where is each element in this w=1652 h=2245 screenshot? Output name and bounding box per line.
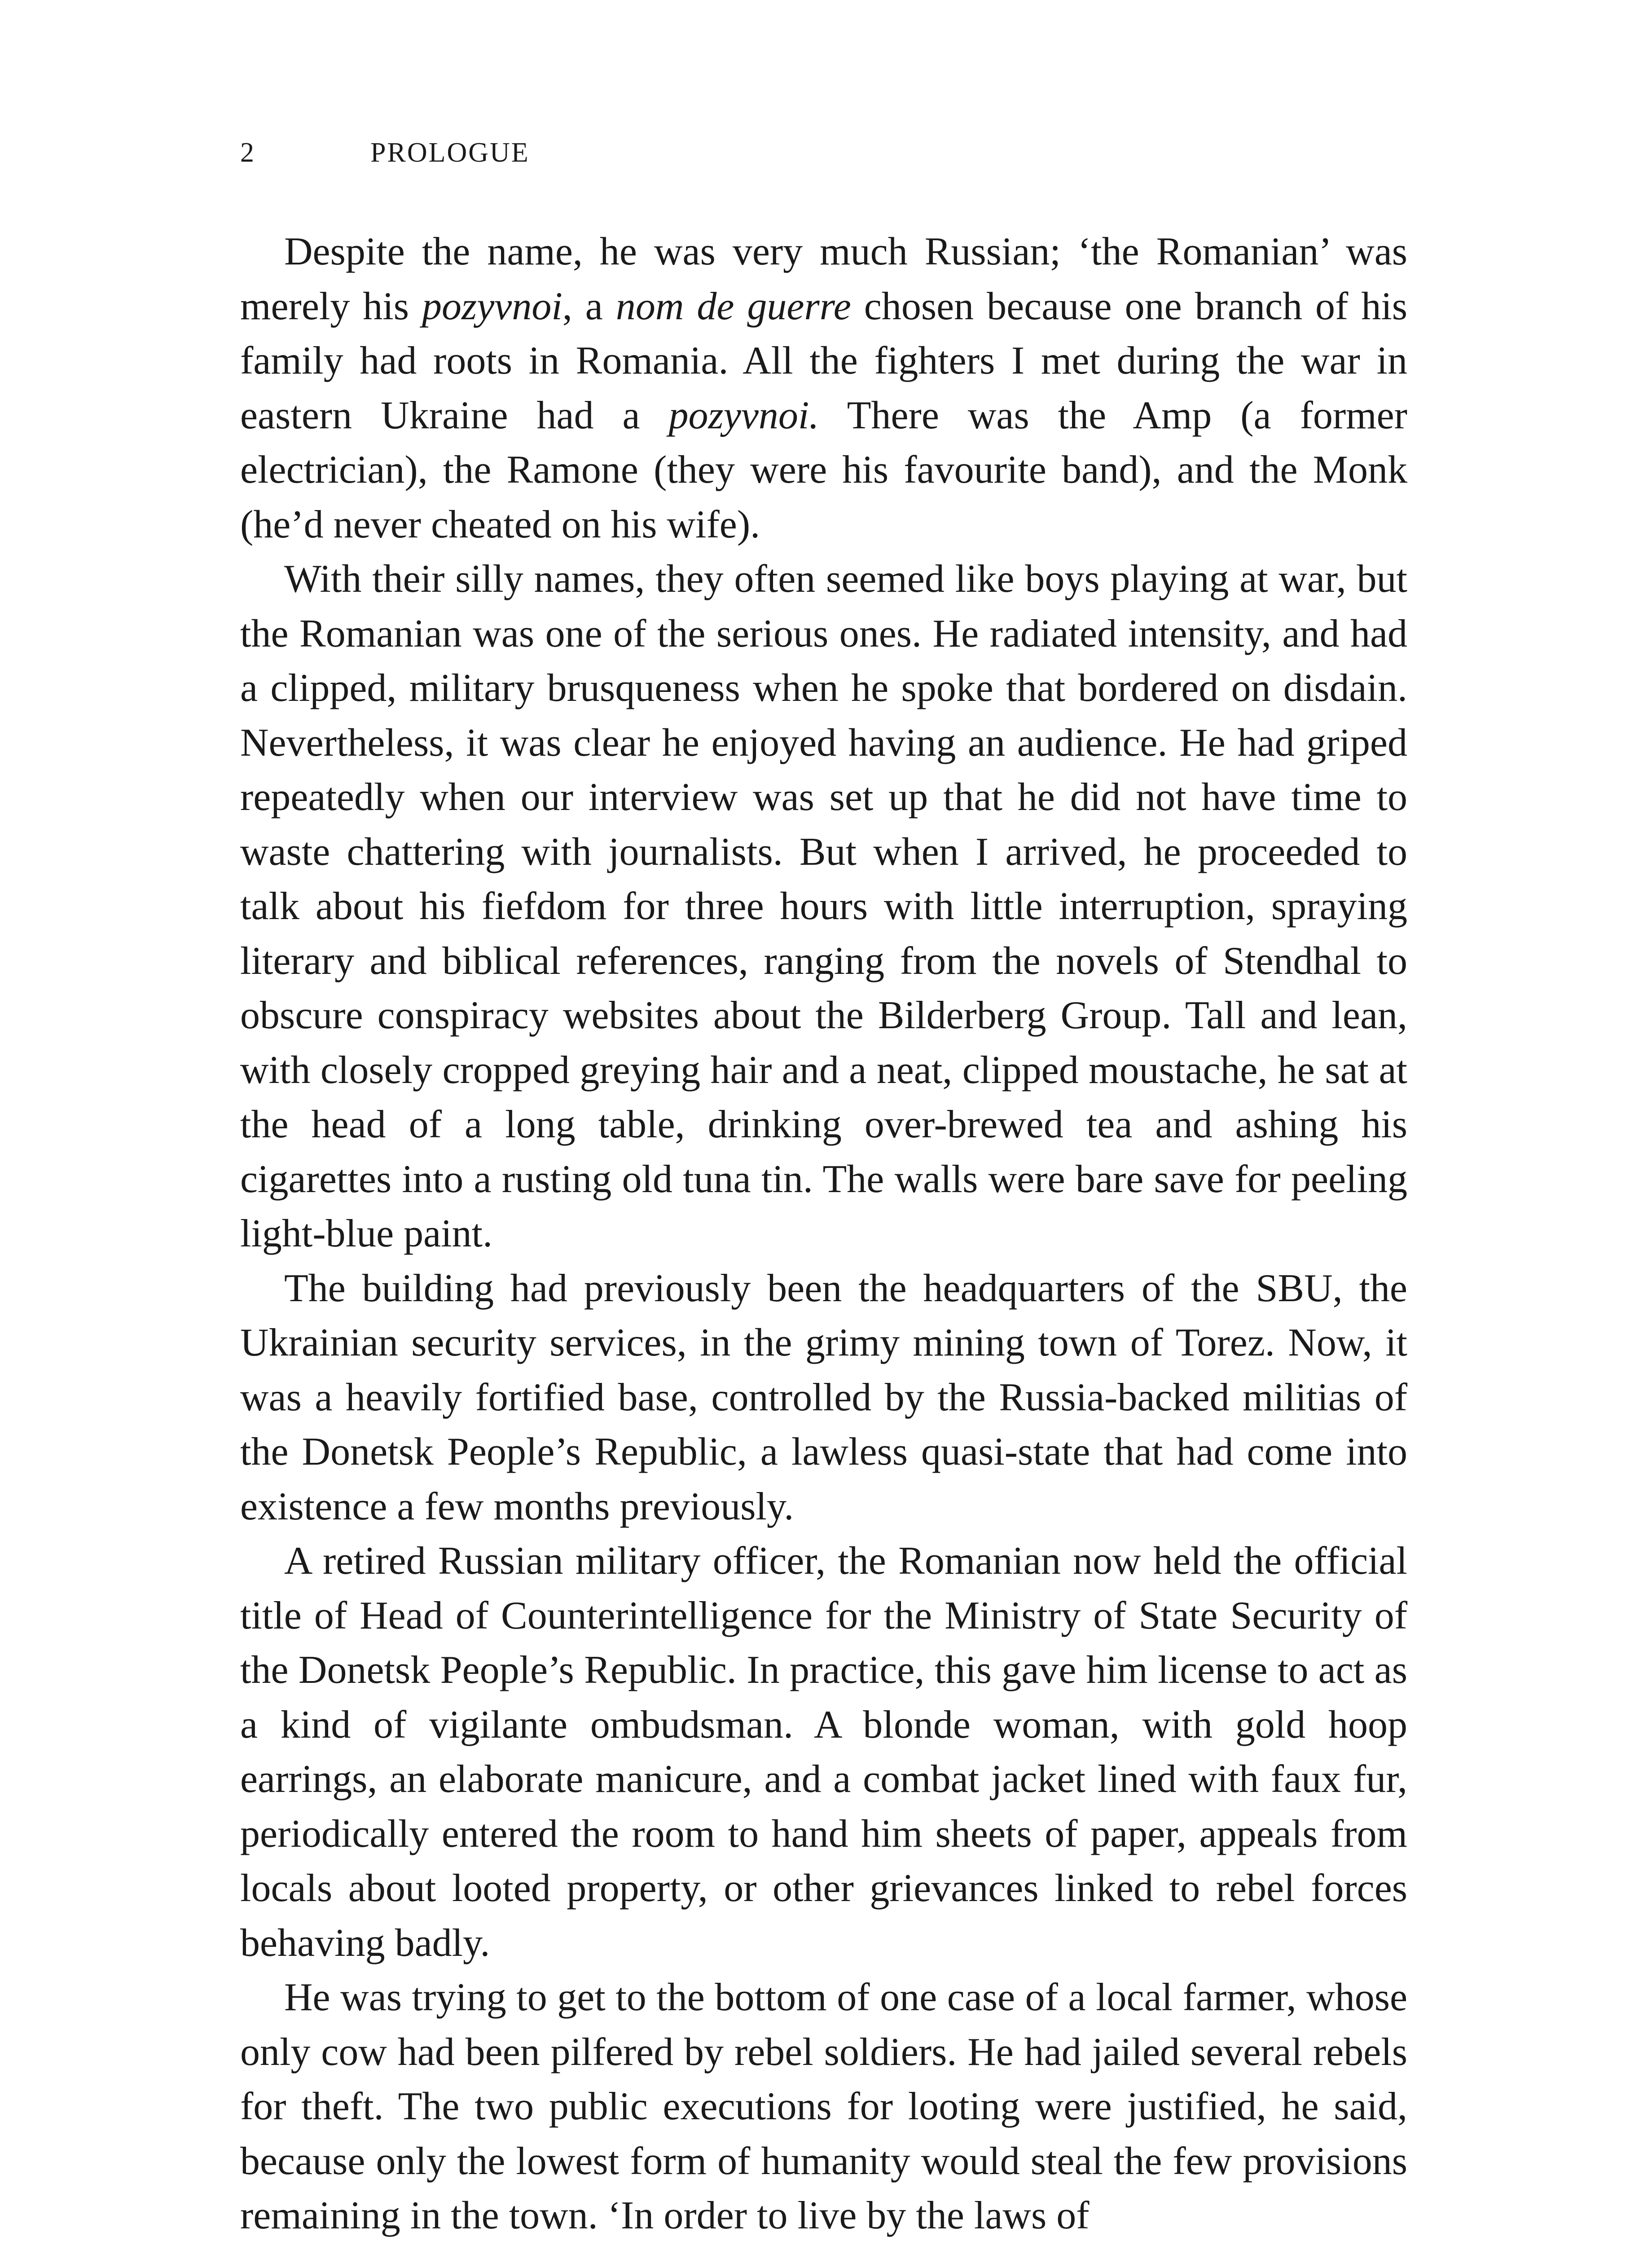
chapter-title: PROLOGUE [370,137,530,168]
paragraph-1 [240,224,1407,552]
paragraph-1-text-d: There was the Amp (a former electrician), the Ramone (they were his favourite band), and the Monk (he’d never cheated on his wife). [240,393,1407,546]
paragraph-1-italic-nom-de-guerre: nom de guerre [615,284,851,328]
paragraph-2: With their silly names, they often seemed like boys playing at war, but the Romanian was one of the serious ones. He radiated intensity, and had a clipped, military brusqueness when he spoke that bordered on disdain. Nevertheless, it was clear he enjoyed having an audience. He had griped repeatedly when our interview was set up that he did not have time to waste chattering with journalists. But when I arrived, he proceeded to talk about his fiefdom for three hours with little interruption, spraying literary and biblical references, ranging from the novels of Stendhal to obscure conspiracy websites about the Bilderberg Group. Tall and lean, with closely cropped greying hair and a neat, clipped moustache, he sat at the head of a long table, drinking over-brewed tea and ashing his cigarettes into a rusting old tuna tin. The walls were bare save for peeling light-blue paint. [240,557,1407,1255]
paragraph-1-italic-pozyvnoi-2: pozyvnoi. [668,393,819,437]
paragraph-5: He was trying to get to the bottom of one case of a local farmer, whose only cow had been pilfered by rebel soldiers. He had jailed several rebels for theft. The two public executions for looting were justified, he said, because only the lowest form of humanity would steal the few provisions remaining in the town. ‘In order to live by the laws of [240,1976,1407,2237]
paragraph-1-text-c: chosen because one branch of his family had roots in Romania. All the fighters I met during the war in eastern Ukraine had a [240,284,1408,437]
page-number: 2 [240,137,255,168]
body-text [240,224,1407,2243]
paragraph-3: The building had previously been the headquarters of the SBU, the Ukrainian security services, in the grimy mining town of Torez. Now, it was a heavily fortified base, controlled by the Russia-backed militias of the Donetsk People’s Republic, a lawless quasi-state that had come into existence a few months previously. [240,1266,1407,1528]
running-head [240,135,530,171]
paragraph-1-italic-pozyvnoi: pozyvnoi [422,284,562,328]
paragraph-1-text-b: , a [562,284,616,328]
paragraph-4: A retired Russian military officer, the Romanian now held the official title of Head of Counterintelligence for the Ministry of State Security of the Donetsk People’s Republic. In practice, this gave him license to act as a kind of vigilante ombudsman. A blonde woman, with gold hoop earrings, an elaborate manicure, and a combat jacket lined with faux fur, periodically entered the room to hand him sheets of paper, appeals from locals about looted property, or other grievances linked to rebel forces behaving badly. [240,1539,1407,1965]
paragraph-1-text-a: Despite the name, he was very much Russian; ‘the Romanian’ was merely his [240,230,1407,328]
